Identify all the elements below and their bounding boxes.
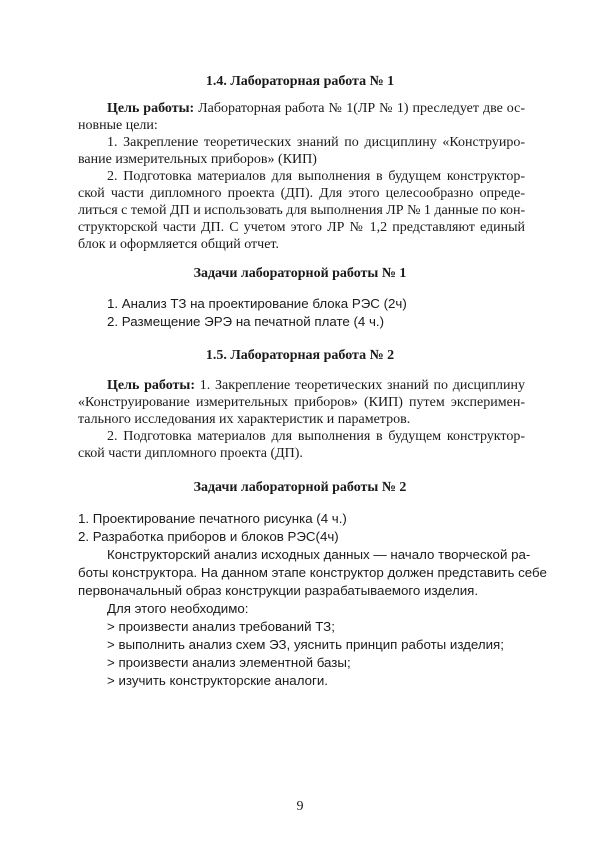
lab2-paragraph-line: 2. Подготовка материалов для выполнения в будущем конструктор- [107, 429, 525, 444]
lab2-goal-label: Цель работы: [107, 378, 196, 393]
lab1-paragraph-line: 1. Закрепление теоретических знаний по дисциплину «Конструиро- [107, 135, 525, 150]
lab1-paragraph-line: блок и оформляется общий отчет. [78, 237, 279, 252]
page-number: 9 [296, 799, 304, 814]
lab1-task-item: 1. Анализ ТЗ на проектирование блока РЭС (2ч) [107, 296, 407, 311]
lab1-goal-line [107, 100, 525, 117]
lab1-paragraph-line: новные цели: [78, 118, 158, 133]
tasks-heading-lab2: Задачи лабораторной работы № 2 [193, 480, 407, 495]
lab2-paragraph-line: ской части дипломного проекта (ДП). [78, 446, 303, 461]
lab1-paragraph-line: 2. Подготовка материалов для выполнения в будущем конструктор- [107, 169, 525, 184]
lab1-goal-text: Лабораторная работа № 1(ЛР № 1) преследует две ос- [194, 101, 525, 116]
section-heading-lab1: 1.4. Лабораторная работа № 1 [205, 74, 395, 89]
lab2-analysis-line: Для этого необходимо: [107, 601, 249, 616]
lab2-paragraph-line: тального исследования их характеристик и параметров. [78, 412, 411, 427]
lab1-paragraph-line: структорской части ДП. С учетом этого ЛР № 1,2 представляют единый [78, 220, 525, 235]
lab2-task-item: 2. Разработка приборов и блоков РЭС(4ч) [78, 529, 339, 544]
lab1-goal-label: Цель работы: [107, 101, 195, 116]
lab2-task-item: 1. Проектирование печатного рисунка (4 ч.) [78, 511, 347, 526]
tasks-heading-lab1: Задачи лабораторной работы № 1 [193, 266, 407, 281]
lab2-analysis-line: первоначальный образ конструкции разрабатываемого изделия. [78, 583, 479, 598]
lab1-paragraph-line: литься с темой ДП и использовать для выполнения ЛР № 1 данные по кон- [78, 203, 526, 218]
lab2-paragraph-line: «Конструирование измерительных приборов» (КИП) путем эксперимен- [78, 395, 525, 410]
lab2-analysis-line: боты конструктора. На данном этапе конструктор должен представить себе [78, 565, 547, 580]
lab2-requirement-item: > произвести анализ элементной базы; [107, 655, 351, 670]
lab1-paragraph-line: вание измерительных приборов» (КИП) [78, 152, 317, 167]
lab2-goal-line [107, 377, 525, 394]
lab2-requirement-item: > изучить конструкторские аналоги. [107, 673, 328, 688]
lab2-goal-text: 1. Закрепление теоретических знаний по дисциплину [195, 378, 525, 393]
section-heading-lab2: 1.5. Лабораторная работа № 2 [205, 348, 395, 363]
lab1-paragraph-line: ской части дипломного проекта (ДП). Для этого целесообразно опреде- [78, 186, 525, 201]
lab1-task-item: 2. Размещение ЭРЭ на печатной плате (4 ч.) [107, 314, 385, 329]
lab2-requirement-item: > выполнить анализ схем ЭЗ, уяснить принцип работы изделия; [107, 637, 504, 652]
lab2-analysis-line: Конструкторский анализ исходных данных — начало творческой ра- [107, 547, 531, 562]
lab2-requirement-item: > произвести анализ требований ТЗ; [107, 619, 335, 634]
